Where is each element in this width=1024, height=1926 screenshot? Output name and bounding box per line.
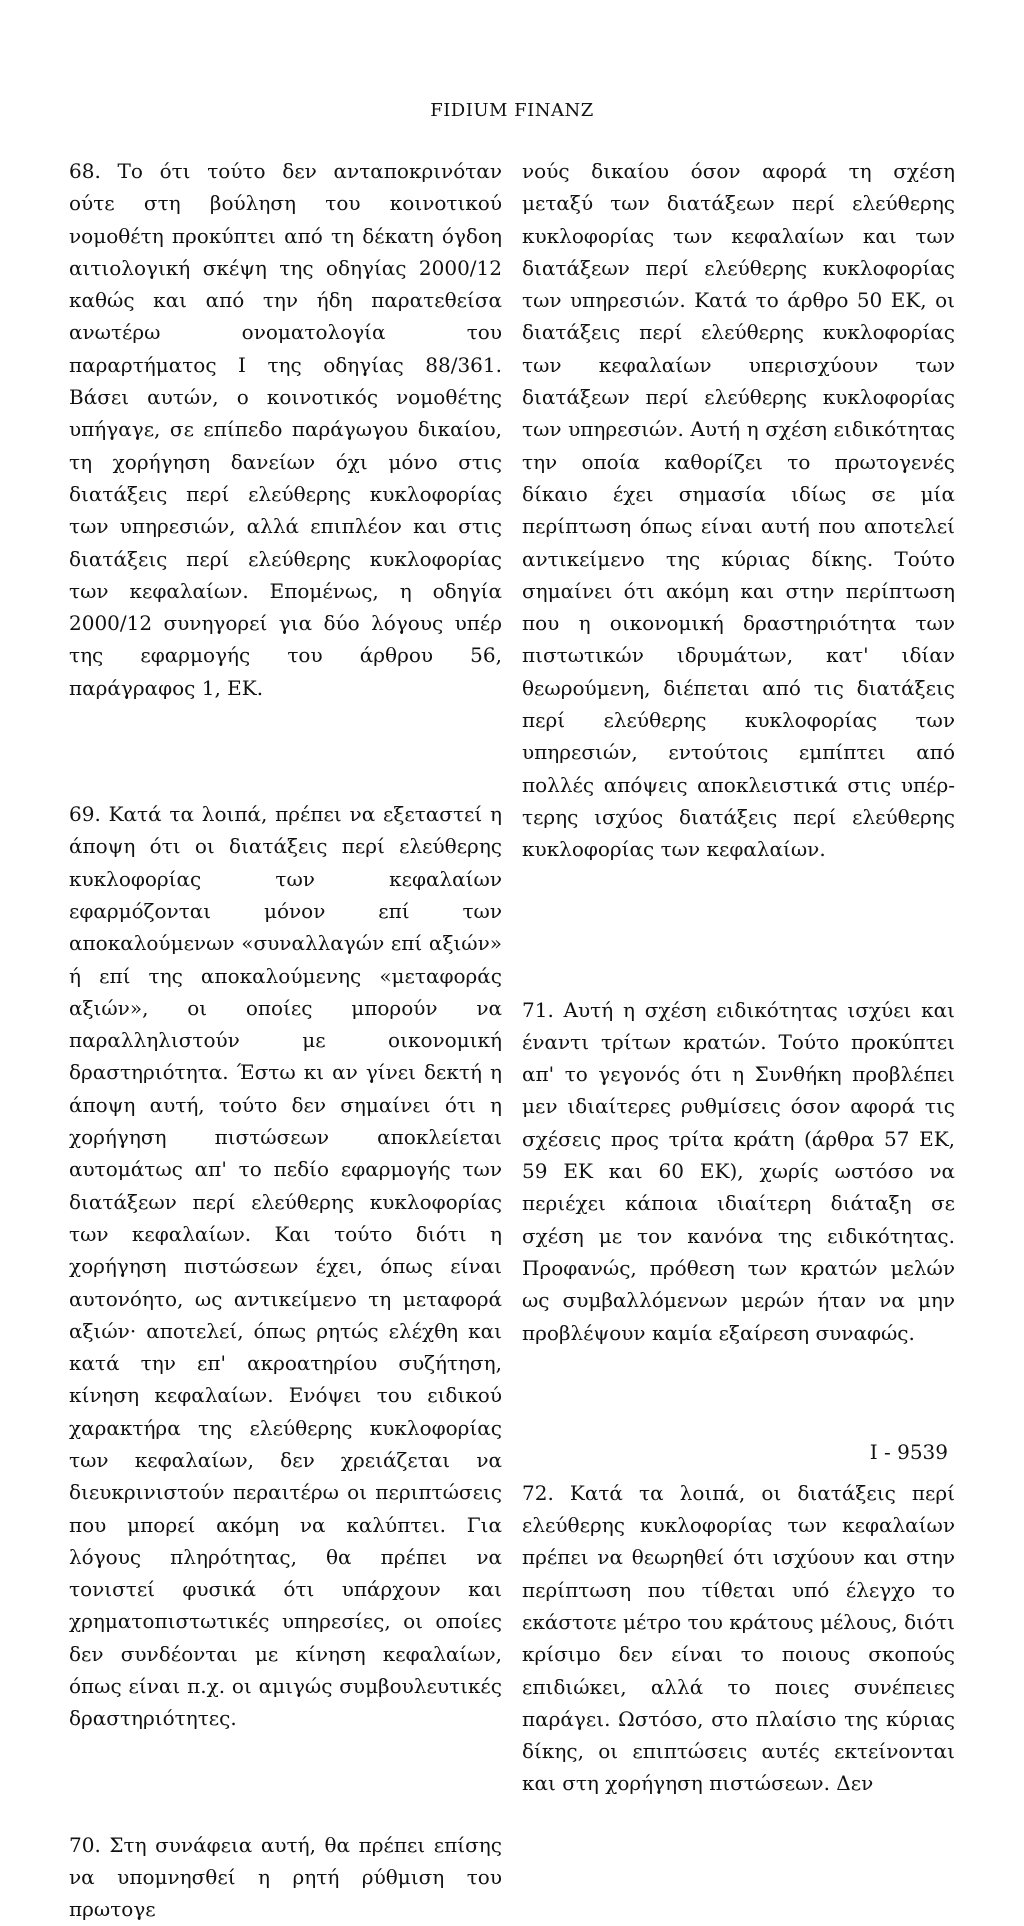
paragraph-70-continued: νούς δικαίου όσον αφορά τη σχέση μεταξύ των διατάξεων περί ελεύθερης κυκλοφορίας των κεφαλαίων και των διατάξεων περί ελεύθερης κυκλοφορίας των υπηρεσιών. Κατά το άρθρο 50 ΕΚ, οι διατάξεις περί ελεύθερης κυκλοφορίας των κεφαλαίων υπερισχύουν των διατάξεων περί ελεύθερης κυκλοφορίας των υπηρεσιών. Αυτή η σχέση ειδικότητας την οποία καθορίζει το πρωτογενές δίκαιο έχει σημασία ιδίως σε μία περίπτωση όπως είναι αυτή που αποτελεί αντικείμενο της κύριας δίκης. Τούτο σημαίνει ότι ακόμη και στην περίπτωση που η οικονομική δραστηριότητα των πιστωτικών ιδρυμάτων, κατ' ιδίαν θεωρούμενη, διέπεται από τις διατάξεις περί ελεύθερης κυκλοφορίας των υπηρεσιών, εντούτοις εμπίπτει από πολλές απόψεις αποκλειστικά στις υπέρτερης ισχύος διατάξεις περί ελεύθερης κυκλοφορίας των κεφαλαίων. <box>522 159 955 862</box>
paragraph-72: 72. Κατά τα λοιπά, οι διατάξεις περί ελεύθερης κυκλοφορίας των κεφαλαίων πρέπει να θεωρηθεί ότι ισχύουν και στην περίπτωση που τίθεται υπό έλεγχο το εκάστοτε μέτρο του κράτους μέλους, διότι κρίσιμο δεν είναι το ποιους σκοπούς επιδιώκει, αλλά το ποιες συνέπειες παράγει. Ωστόσο, στο πλαίσιο της κύριας δίκης, οι επιπτώσεις αυτές εκτείνονται και στη χορήγηση πιστώσεων. Δεν <box>522 1480 955 1796</box>
page-number: I - 9539 <box>869 1440 948 1464</box>
paragraph-70: 70. Στη συνάφεια αυτή, θα πρέπει επίσης να υπομνησθεί η ρητή ρύθμιση του πρωτογε <box>69 1832 502 1922</box>
paragraph-69: 69. Κατά τα λοιπά, πρέπει να εξεταστεί η άποψη ότι οι διατάξεις περί ελεύθερης κυκλοφορίας των κεφαλαίων εφαρμόζονται μόνον επί των αποκαλούμενων «συναλλαγών επί αξιών» ή επί της αποκαλούμενης «μεταφοράς αξιών», οι οποίες μπορούν να παραλληλιστούν με οικονομική δραστηριότητα. Έστω κι αν γίνει δεκτή η άποψη αυτή, τούτο δεν σημαίνει ότι η χορήγηση πιστώσεων αποκλείεται αυτομάτως απ' το πεδίο εφαρμογής των διατάξεων περί ελεύθερης κυκλοφορίας των κεφαλαίων. Και τούτο διότι η χορήγηση πιστώσεων έχει, όπως είναι αυτονόητο, ως αντικείμενο τη μεταφορά αξιών· αποτελεί, όπως ρητώς ελέχθη και κατά την επ' ακροατηρίου συζήτηση, κίνηση κεφαλαίων. Ενόψει του ειδικού χαρακτήρα της ελεύθερης κυκλοφορίας των κεφαλαίων, δεν χρειάζεται να διευκρινιστούν περαιτέρω οι περιπτώσεις που μπορεί ακόμη να καλύπτει. Για λόγους πληρότητας, θα πρέπει να τονιστεί φυσικά ότι υπάρχουν και χρηματοπιστωτικές υπηρεσίες, οι οποίες δεν συνδέονται με κίνηση κεφαλαίων, όπως είναι π.χ. οι αμιγώς συμβουλευτικές δραστηριότητες. <box>69 802 502 1731</box>
running-header: FIDIUM FINANZ <box>430 100 594 121</box>
right-column <box>522 155 955 1800</box>
paragraph-68: 68. Το ότι τούτο δεν ανταποκρινόταν ούτε στη βούληση του κοινοτικού νομοθέτη προκύπτει από τη δέκατη όγδοη αιτιολογική σκέψη της οδηγίας 2000/12 καθώς και από την ήδη παρατεθείσα ανωτέρω ονοματολογία του παραρτήματος Ι της οδηγίας 88/361. Βάσει αυτών, ο κοινοτικός νομοθέτης υπήγαγε, σε επίπεδο παράγωγου δικαίου, τη χορήγηση δανείων όχι μόνο στις διατάξεις περί ελεύθερης κυκλοφορίας των υπηρεσιών, αλλά επιπλέον και στις διατάξεις περί ελεύθερης κυκλοφορίας των κεφαλαίων. Επομένως, η οδηγία 2000/12 συνηγορεί για δύο λόγους υπέρ της εφαρμογής του άρθρου 56, παράγραφος 1, ΕΚ. <box>69 159 502 700</box>
left-column <box>69 155 502 1926</box>
paragraph-71: 71. Αυτή η σχέση ειδικότητας ισχύει και έναντι τρίτων κρατών. Τούτο προκύπτει απ' το γεγονός ότι η Συνθήκη προβλέπει μεν ιδιαίτερες ρυθμίσεις όσον αφορά τις σχέσεις προς τρίτα κράτη (άρθρα 57 ΕΚ, 59 ΕΚ και 60 ΕΚ), χωρίς ωστόσο να περιέχει κάποια ιδιαίτερη διάταξη σε σχέση με τον κανόνα της ειδικότητας. Προφανώς, πρόθεση των κρατών μελών ως συμβαλλόμενων μερών ήταν να μην προβλέψουν καμία εξαίρεση συναφώς. <box>522 997 955 1345</box>
